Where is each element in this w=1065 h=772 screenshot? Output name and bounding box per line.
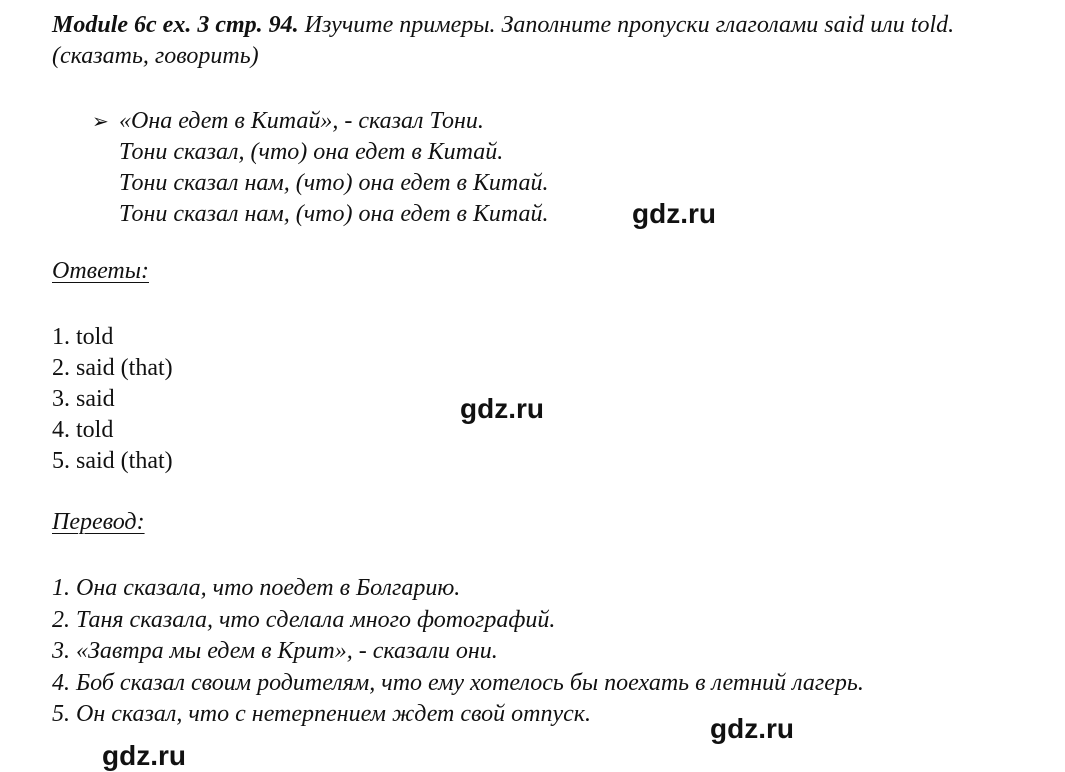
answers-list — [52, 322, 173, 477]
example-line: Тони сказал нам, (что) она едет в Китай. — [119, 201, 549, 227]
examples-block — [92, 106, 549, 230]
watermark: gdz.ru — [632, 198, 716, 229]
watermark: gdz.ru — [460, 393, 544, 424]
example-line: Тони сказал нам, (что) она едет в Китай. — [119, 170, 549, 196]
arrow-bullet-icon: ➢ — [92, 109, 109, 133]
exercise-reference: Module 6c ex. 3 стр. 94. — [52, 12, 299, 38]
answer-item: 1. told — [52, 324, 114, 350]
exercise-instruction: Изучите примеры. Заполните пропуски глаголами said или told. (сказать, говорить) — [52, 12, 955, 69]
example-line: Тони сказал, (что) она едет в Китай. — [119, 139, 504, 165]
example-text: «Она едет в Китай», - сказал Тони. — [119, 108, 484, 134]
translation-list — [52, 573, 864, 731]
watermark: gdz.ru — [710, 713, 794, 744]
watermark: gdz.ru — [102, 740, 186, 771]
translation-item: 4. Боб сказал своим родителям, что ему хотелось бы поехать в летний лагерь. — [52, 669, 864, 696]
translation-item: 5. Он сказал, что с нетерпением ждет свой отпуск. — [52, 701, 591, 727]
answers-heading: Ответы: — [52, 258, 149, 284]
translation-item: 3. «Завтра мы едем в Крит», - сказали они. — [52, 638, 498, 664]
exercise-title — [52, 10, 1042, 72]
answer-item: 2. said (that) — [52, 355, 173, 381]
answer-item: 3. said — [52, 386, 115, 412]
answer-item: 4. told — [52, 417, 114, 443]
answer-item: 5. said (that) — [52, 448, 173, 474]
example-line — [92, 106, 549, 137]
translation-item: 1. Она сказала, что поедет в Болгарию. — [52, 575, 461, 601]
translation-heading: Перевод: — [52, 509, 145, 535]
translation-item: 2. Таня сказала, что сделала много фотографий. — [52, 606, 556, 633]
